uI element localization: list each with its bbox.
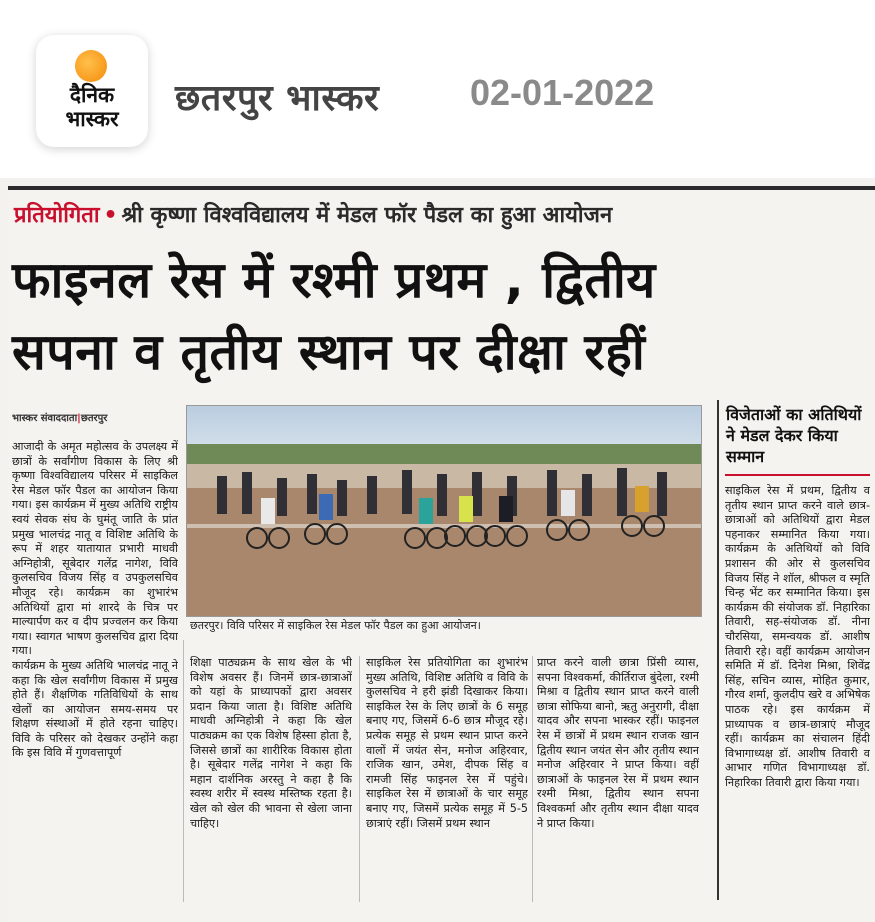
paragraph: साइकिल रेस में प्रथम, द्वितीय व तृतीय स्थान प्राप्त करने वाले छात्र-छात्राओं को अतिथियों द्वारा मेडल पहनाकर सम्मानित किया गया। कार्यक्रम के अतिथियों को विवि प्रशासन की ओर से कुलसचिव विजय सिंह ने शॉल, श्रीफल व स्मृति चिन्ह भेंट कर सम्मानित किया। इस कार्यक्रम की संयोजक डॉ. निहारिका तिवारी, सह-संयोजक डॉ. नीना चौरसिया, समन्वयक डॉ. आशीष तिवारी रहे। वहीं कार्यक्रम आयोजन समिति में डॉ. दिनेश मिश्रा, शिवेंद्र सिंह, सचिन व्यास, मोहित कुमार, गौरव शर्मा, कुलदीप खरे व अभिषेक पाठक रहे। इस कार्यक्रम में प्राध्यापक व छात्र-छात्राएं मौजूद रहीं। कार्यक्रम का संचालन हिंदी विभागाध्यक्ष डॉ. आशीष तिवारी व आभार गणित विभागाध्यक्ष डॉ. निहारिका तिवारी द्वारा किया गया। (725, 484, 870, 789)
sidebar-rule (725, 474, 870, 476)
paragraph: शिक्षा पाठ्यक्रम के साथ खेल के भी विशेष अवसर हैं। जिनमें छात्र-छात्राओं को यहां के प्राध्यापकों द्वारा अवसर प्रदान किया जाता है। विशिष्ट अतिथि माधवी अग्निहोत्री ने कहा कि खेल पाठ्यक्रम का एक विशेष हिस्सा होता है, जिससे छात्रों का शारीरिक विकास होता है। सूबेदार गलेंद्र नागेश ने कहा कि महान दार्शनिक अरस्तु ने कहा है कि स्वस्थ शरीर में स्वस्थ मस्तिष्क रहता है। खेल को खेल की भावना से खेला जाना चाहिए। (190, 656, 352, 830)
paragraph: आजादी के अमृत महोत्सव के उपलक्ष्य में छात्रों के सर्वांगीण विकास के लिए श्री कृष्णा विश्वविद्यालय परिसर में साइकिल रेस मेडल फॉर पैडल का आयोजन किया गया। इस कार्यक्रम में मुख्य अतिथि राष्ट्रीय स्वयं सेवक संघ के घुमंतू जाति के प्रांत प्रमुख भालचंद्र नातू व विशिष्ट अतिथि के रूप में शहर यातायात प्रभारी माधवी अग्निहोत्री, सूबेदार गलेंद्र नागेश, विवि कुलसचिव विजय सिंह व उपकुलसचिव मौजूद रहे। कार्यक्रम का शुभारंभ अतिथियों द्वारा मां शारदे के चित्र पर माल्यार्पण कर व दीप प्रज्वलन कर किया गया। स्वागत भाषण कुलसचिव द्वारा दिया गया। (12, 440, 178, 658)
article-column-1 (12, 440, 178, 900)
byline-source: भास्कर संवाददाता (12, 413, 78, 424)
headline (12, 244, 872, 388)
kicker-text: श्री कृष्णा विश्वविद्यालय में मेडल फॉर पैडल का हुआ आयोजन (121, 203, 613, 228)
app-header (0, 0, 875, 178)
top-rule (8, 186, 875, 190)
byline (12, 410, 107, 424)
news-photo (186, 405, 702, 617)
kicker (14, 199, 612, 229)
dainik-bhaskar-logo[interactable] (36, 35, 148, 147)
edition-date: 02-01-2022 (470, 72, 655, 113)
column-divider (532, 656, 533, 902)
headline-line2: सपना व तृतीय स्थान पर दीक्षा रहीं (12, 323, 646, 381)
kicker-tag: प्रतियोगिता (14, 203, 100, 228)
column-divider (359, 656, 360, 902)
bullet-icon: • (103, 203, 118, 228)
logo-text-line1: दैनिक (69, 83, 115, 107)
photo-caption: छतरपुर। विवि परिसर में साइकिल रेस मेडल फॉर पैडल का हुआ आयोजन। (190, 619, 481, 632)
article-column-4 (537, 656, 699, 900)
sidebar-body (725, 484, 870, 906)
sidebar-divider (717, 400, 719, 900)
paragraph: कार्यक्रम के मुख्य अतिथि भालचंद्र नातू ने कहा कि खेल सर्वांगीण विकास में प्रमुख होते हैं। शैक्षणिक गतिविधियों के साथ खेलों का आयोजन समय-समय पर शिक्षण संस्थाओं में होते रहना चाहिए। विवि के परिसर को देखकर उन्होंने कहा कि इस विवि में गुणवत्तापूर्ण (12, 658, 178, 760)
sidebar-heading: विजेताओं का अतिथियों ने मेडल देकर किया सम्मान (726, 405, 862, 466)
logo-text-line2: भास्कर (65, 107, 119, 131)
headline-line1: फाइनल रेस में रश्मी प्रथम , द्वितीय (12, 251, 656, 309)
paragraph: साइकिल रेस प्रतियोगिता का शुभारंभ मुख्य अतिथि, विशिष्ट अतिथि व विवि के कुलसचिव ने हरी झंडी दिखाकर किया। साइकिल रेस के लिए छात्रों के 6 समूह बनाए गए, जिसमें 6-6 छात्र मौजूद रहे। प्रत्येक समूह से प्रथम स्थान प्राप्त करने वालों में जयंत सेन, मनोज अहिरवार, राजिक खान, उमेश, दीपक सिंह व रामजी सिंह फाइनल रेस में पहुंचे। साइकिल रेस में छात्राओं के चार समूह बनाए गए, जिसमें प्रत्येक समूह में 5-5 छात्राएं रहीं। जिसमें प्रथम स्थान (366, 656, 528, 830)
byline-separator: | (77, 413, 81, 424)
article-column-3 (366, 656, 528, 900)
column-divider (183, 640, 184, 902)
sun-icon (75, 50, 107, 82)
byline-place: छतरपुर (80, 413, 108, 424)
article-column-2 (190, 656, 352, 900)
cycle-race-photo (187, 406, 701, 616)
paragraph: प्राप्त करने वाली छात्रा प्रिंसी व्यास, सपना विश्वकर्मा, कीर्तिराज बुंदेला, रश्मी मिश्रा व द्वितीय स्थान प्राप्त करने वाली छात्रा सोफिया बानो, ऋतु अनुरागी, दीक्षा यादव और सपना भास्कर रहीं। फाइनल रेस में छात्रों में प्रथम स्थान राजक खान द्वितीय स्थान जयंत सेन और तृतीय स्थान मनोज अहिरवार ने प्राप्त किया। वहीं छात्राओं के फाइनल रेस में प्रथम स्थान रश्मी मिश्रा, द्वितीय स्थान सपना विश्वकर्मा और तृतीय स्थान दीक्षा यादव ने प्राप्त किया। (537, 656, 699, 830)
publication-title: छतरपुर भास्कर (175, 78, 380, 119)
